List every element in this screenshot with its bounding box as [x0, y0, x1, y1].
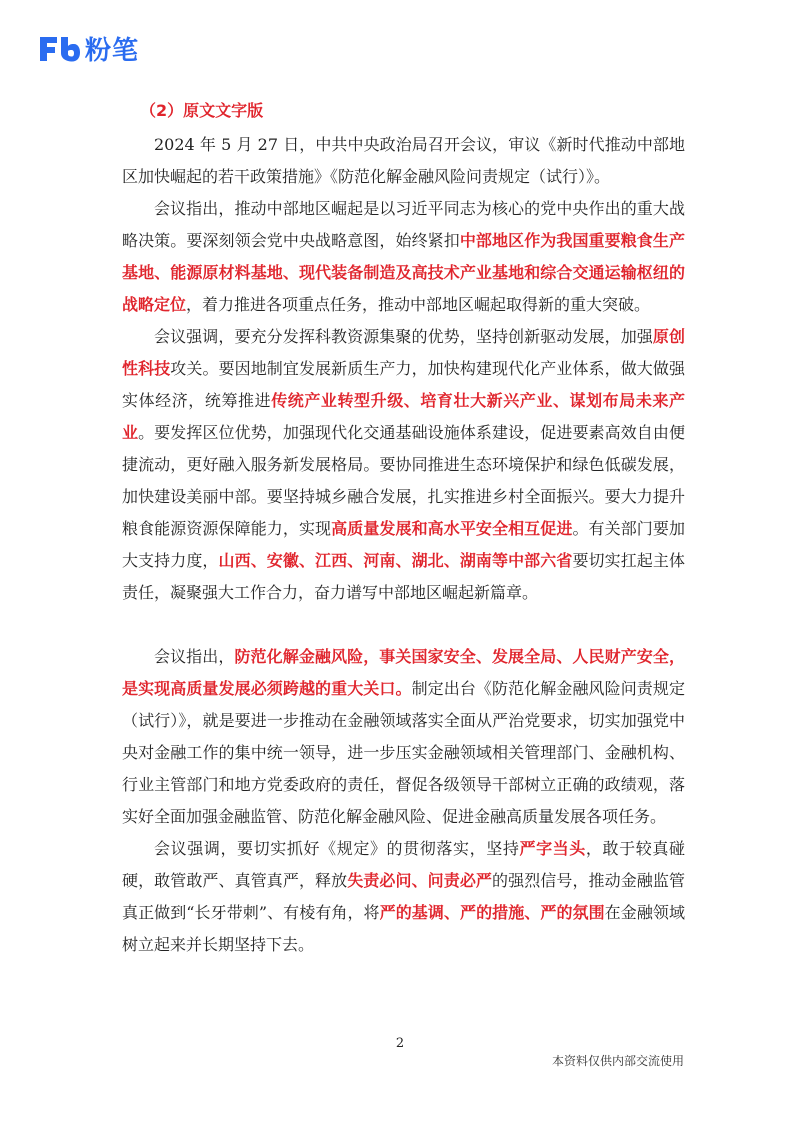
paragraph-2: [122, 193, 685, 321]
highlight-text: 失责必问、问责必严: [347, 871, 493, 890]
body-text: 制定出台《防范化解金融风险问责规定（试行）》，就是要进一步推动在金融领域落实全面从严治党要求，切实加强党中央对金融工作的集中统一领导，进一步压实金融领域相关管理部门、金融机构、行业主管部门和地方党委政府的责任，督促各级领导干部树立正确的政绩观，落实好全面加强金融监管、防范化解金融风险、促进金融高质量发展各项任务。: [122, 679, 685, 826]
highlight-text: 山西、安徽、江西、河南、湖北、湖南等中部六省: [218, 551, 573, 570]
section-heading: （2）原文文字版: [140, 101, 264, 120]
footer-note: 本资料仅供内部交流使用: [551, 1054, 684, 1068]
brand-logo: [37, 30, 139, 67]
body-text: 的强烈信号，推动金融监管真正做到“长牙带刺”、有棱有角，将: [122, 871, 685, 922]
body-text: 2024 年 5 月 27 日，中共中央政治局召开会议，审议《新时代推动中部地区加快崛起的若干政策措施》《防范化解金融风险问责规定（试行）》。: [122, 135, 685, 186]
body-text: 会议强调，要切实抓好《规定》的贯彻落实，坚持: [154, 839, 520, 858]
highlight-text: 高质量发展和高水平安全相互促进: [331, 519, 573, 538]
body-text: 要切实扛起主体责任，凝聚强大工作合力，奋力谱写中部地区崛起新篇章。: [122, 551, 685, 602]
document-body: [122, 98, 685, 961]
paragraph-1: [122, 129, 685, 193]
body-text: 会议指出，推动中部地区崛起是以习近平同志为核心的党中央作出的重大战略决策。要深刻领会党中央战略意图，始终紧扣: [122, 199, 685, 250]
body-text: 会议指出，: [154, 647, 235, 666]
highlight-text: 原创性科技: [122, 327, 685, 378]
page-number: 2: [395, 1036, 405, 1051]
highlight-text: 严的基调、严的措施、严的氛围: [379, 903, 605, 922]
body-text: 。要发挥区位优势，加强现代化交通基础设施体系建设，促进要素高效自由便捷流动，更好融入服务新发展格局。要协同推进生态环境保护和绿色低碳发展，加快建设美丽中部。要坚持城乡融合发展，扎实推进乡村全面振兴。要大力提升粮食能源资源保障能力，实现: [122, 423, 685, 538]
body-text: 在金融领域树立起来并长期坚持下去。: [122, 903, 685, 954]
brand-name: 粉笔: [85, 36, 140, 66]
highlight-text: 中部地区作为我国重要粮食生产基地、能源原材料基地、现代装备制造及高技术产业基地和综合交通运输枢纽的战略定位: [122, 231, 685, 314]
highlight-text: 严字当头: [519, 839, 586, 858]
highlight-text: 传统产业转型升级、培育壮大新兴产业、谋划布局未来产业: [122, 391, 685, 442]
paragraph-5: [122, 833, 685, 961]
highlight-text: 防范化解金融风险，事关国家安全、发展全局、人民财产安全，是实现高质量发展必须跨越的重大关口。: [122, 647, 685, 698]
paragraph-3: [122, 321, 685, 609]
body-text: 攻关。要因地制宜发展新质生产力，加快构建现代化产业体系，做大做强实体经济，统筹推进: [122, 359, 685, 410]
paragraph-4: [122, 641, 685, 833]
body-text: 。有关部门要加大支持力度，: [122, 519, 685, 570]
fenbi-logo-icon: [37, 34, 81, 64]
body-text: ，敢于较真碰硬，敢管敢严、真管真严，释放: [122, 839, 685, 890]
body-text: 会议强调，要充分发挥科教资源集聚的优势，坚持创新驱动发展，加强: [154, 327, 653, 346]
body-text: ，着力推进各项重点任务，推动中部地区崛起取得新的重大突破。: [186, 295, 651, 314]
